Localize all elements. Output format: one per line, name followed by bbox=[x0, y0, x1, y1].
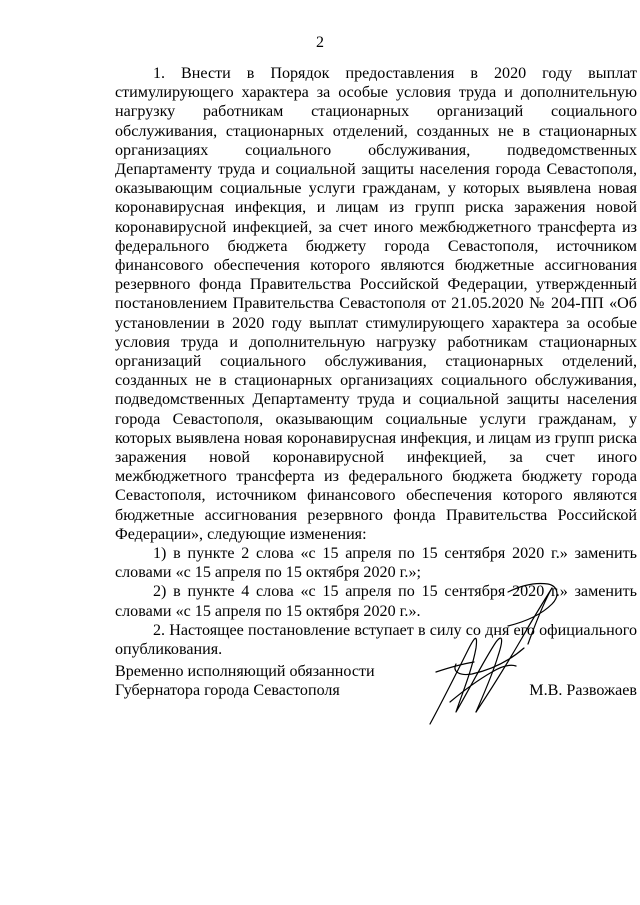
signatory-name: М.В. Развожаев bbox=[529, 682, 637, 699]
signatory-position bbox=[115, 662, 375, 700]
handwritten-signature bbox=[412, 552, 562, 727]
paragraph-amendment: 1. Внести в Порядок предоставления в 2020 году выплат стимулирующего характера за особые условия труда и дополнительную нагрузку работникам стационарных организаций социального обслуживания, стационарных отделений, созданных не в стационарных организациях социального обслуживания, подведомственных Департаменту труда и социальной защиты населения города Севастополя, оказывающим социальные услуги гражданам, у которых выявлена новая коронавирусная инфекция, и лицам из групп риска заражения новой коронавирусной инфекцией, за счет иного межбюджетного трансферта из федерального бюджета бюджету города Севастополя, источником финансового обеспечения которого являются бюджетные ассигнования резервного фонда Правительства Российской Федерации, утвержденный постановлением Правительства Севастополя от 21.05.2020 № 204-ПП «Об установлении в 2020 году выплат стимулирующего характера за особые условия труда и дополнительную нагрузку работникам стационарных организаций социального обслуживания, стационарных отделений, созданных не в стационарных организациях социального обслуживания, подведомственных Департаменту труда и социальной защиты населения города Севастополя, оказывающим социальные услуги гражданам, у которых выявлена новая коронавирусная инфекция, и лицам из групп риска заражения новой коронавирусной инфекцией, за счет иного межбюджетного трансферта из федерального бюджета бюджету города Севастополя, источником финансового обеспечения которого являются бюджетные ассигнования резервного фонда Правительства Российской Федерации», следующие изменения: bbox=[115, 65, 637, 543]
paragraph-effective-date: 2. Настоящее постановление вступает в силу со дня его официального опубликования. bbox=[115, 621, 637, 659]
page-number: 2 bbox=[316, 34, 324, 51]
paragraph-item-2: 2) в пункте 4 слова «с 15 апреля по 15 сентября 2020 г.» заменить словами «с 15 апреля по 15 октября 2020 г.». bbox=[115, 583, 637, 620]
position-line-2: Губернатора города Севастополя bbox=[115, 682, 340, 700]
position-line-1: Временно исполняющий обязанности bbox=[115, 663, 375, 680]
paragraph-item-1: 1) в пункте 2 слова «с 15 апреля по 15 сентября 2020 г.» заменить словами «с 15 апреля по 15 октября 2020 г.»; bbox=[115, 545, 637, 582]
